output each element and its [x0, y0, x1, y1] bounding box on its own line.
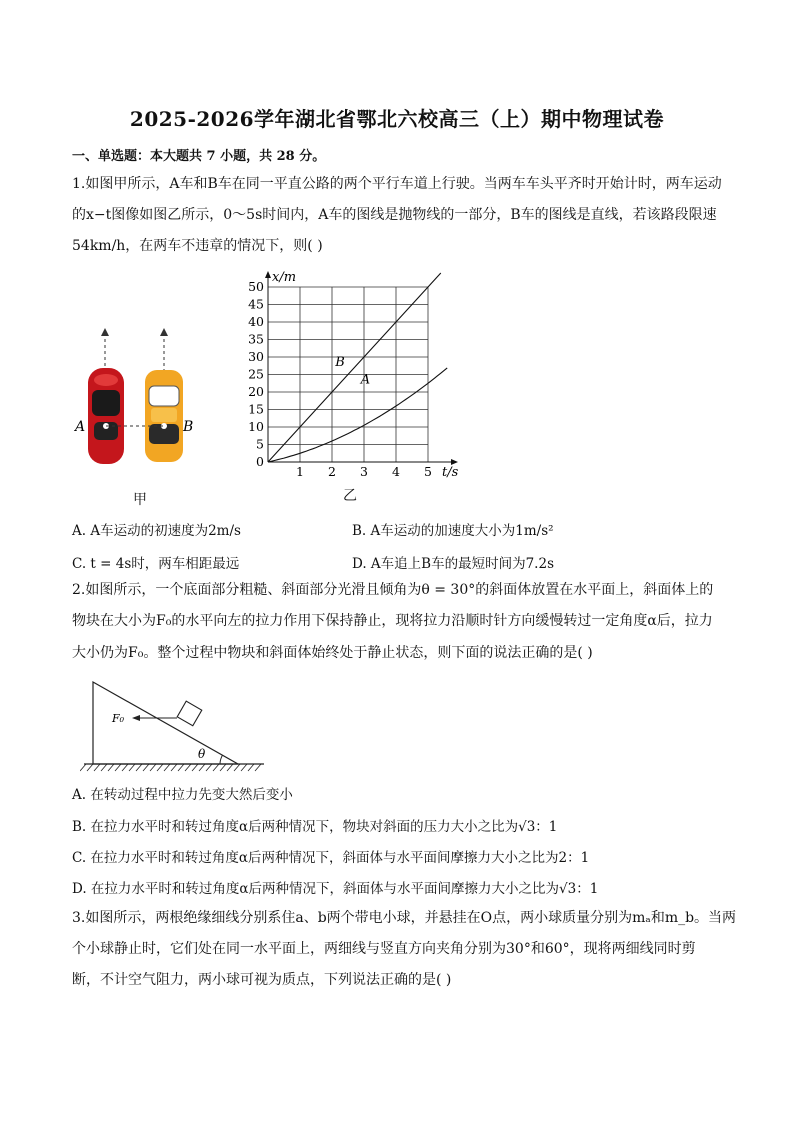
x-tick-label: 4: [392, 464, 400, 479]
q1-option-d[interactable]: D. A车追上B车的最短时间为7.2s: [352, 556, 554, 572]
car-a-icon: [88, 368, 124, 464]
page-title: 2025-2026学年湖北省鄂北六校高三（上）期中物理试卷: [129, 107, 665, 131]
y-tick-label: 40: [248, 314, 264, 329]
q1-option-a[interactable]: A. A车运动的初速度为2m/s: [72, 523, 241, 539]
q2-option-b[interactable]: B. 在拉力水平时和转过角度α后两种情况下，物块对斜面的压力大小之比为√3：1: [72, 819, 558, 835]
cars-figure: [70, 320, 200, 480]
series-label-a: A: [360, 372, 371, 388]
block: [177, 701, 202, 726]
angle-label: θ: [198, 747, 206, 761]
car-b-icon: [145, 370, 183, 462]
car-a-arrowhead: [101, 328, 109, 336]
y-axis-arrow: [265, 271, 271, 278]
x-tick-label: 5: [424, 464, 432, 479]
series-label-b: B: [335, 354, 345, 370]
xt-chart: [240, 266, 470, 480]
q1-line-3: 54km/h，在两车不违章的情况下，则( ): [72, 238, 323, 254]
series-line-b: [268, 273, 441, 462]
q2-option-d[interactable]: D. 在拉力水平时和转过角度α后两种情况下，斜面体与水平面间摩擦力大小之比为√3：1: [72, 881, 599, 897]
q3-line-2: 个小球静止时，它们处在同一水平面上，两细线与竖直方向夹角分别为30°和60°，现将两细线同时剪: [72, 941, 696, 957]
q2-option-c[interactable]: C. 在拉力水平时和转过角度α后两种情况下，斜面体与水平面间摩擦力大小之比为2：1: [72, 850, 590, 866]
x-tick-label: 1: [296, 464, 304, 479]
car-b-arrowhead: [160, 328, 168, 336]
y-tick-label: 5: [256, 436, 264, 452]
q2-line-1: 2.如图所示，一个底面部分粗糙、斜面部分光滑且倾角为θ = 30°的斜面体放置在水平面上，斜面体上的: [72, 582, 714, 598]
section-header: 一、单选题：本大题共 7 小题，共 28 分。: [72, 149, 326, 164]
x-tick-label: 2: [328, 464, 336, 479]
q1-option-c[interactable]: C. t = 4s时，两车相距最远: [72, 556, 240, 572]
x-axis-label: t/s: [442, 465, 459, 480]
q1-line-2: 的x−t图像如图乙所示，0～5s时间内，A车的图线是抛物线的一部分，B车的图线是直线，若该路段限速: [72, 207, 717, 223]
incline-figure: [80, 676, 270, 776]
force-label: F₀: [112, 712, 125, 725]
q3-line-1: 3.如图所示，两根绝缘细线分别系住a、b两个带电小球，并悬挂在O点，两小球质量分别为mₐ和m_b。当两: [72, 910, 737, 926]
y-tick-label: 45: [248, 296, 264, 312]
y-tick-label: 0: [256, 454, 264, 469]
fig-jia-caption: 甲: [133, 492, 147, 508]
y-tick-label: 15: [248, 401, 264, 417]
y-tick-label: 20: [248, 384, 264, 399]
q2-line-3: 大小仍为F₀。整个过程中物块和斜面体始终处于静止状态，则下面的说法正确的是( ): [72, 645, 593, 661]
fig-yi-caption: 乙: [343, 488, 357, 504]
car-a-label: A: [75, 419, 86, 435]
y-tick-label: 50: [248, 279, 264, 294]
q1-option-b[interactable]: B. A车运动的加速度大小为1m/s²: [352, 523, 554, 539]
y-tick-label: 30: [248, 349, 264, 364]
y-tick-label: 35: [248, 331, 264, 347]
y-tick-label: 25: [248, 366, 264, 382]
angle-arc: [220, 755, 223, 764]
y-tick-label: 10: [248, 419, 264, 434]
q2-line-2: 物块在大小为F₀的水平向左的拉力作用下保持静止，现将拉力沿顺时针方向缓慢转过一定角度α后，拉力: [72, 613, 713, 629]
force-arrowhead: [132, 715, 140, 721]
q1-line-1: 1.如图甲所示，A车和B车在同一平直公路的两个平行车道上行驶。当两车车头平齐时开始计时，两车运动: [72, 176, 722, 192]
q3-line-3: 断，不计空气阻力，两小球可视为质点，下列说法正确的是( ): [72, 972, 452, 988]
ground-hatch: [80, 764, 264, 771]
car-b-label: B: [183, 419, 194, 435]
series-line-a: [268, 368, 447, 462]
x-tick-label: 3: [360, 464, 368, 479]
q2-option-a[interactable]: A. 在转动过程中拉力先变大然后变小: [72, 787, 293, 803]
y-axis-label: x/m: [272, 270, 297, 285]
